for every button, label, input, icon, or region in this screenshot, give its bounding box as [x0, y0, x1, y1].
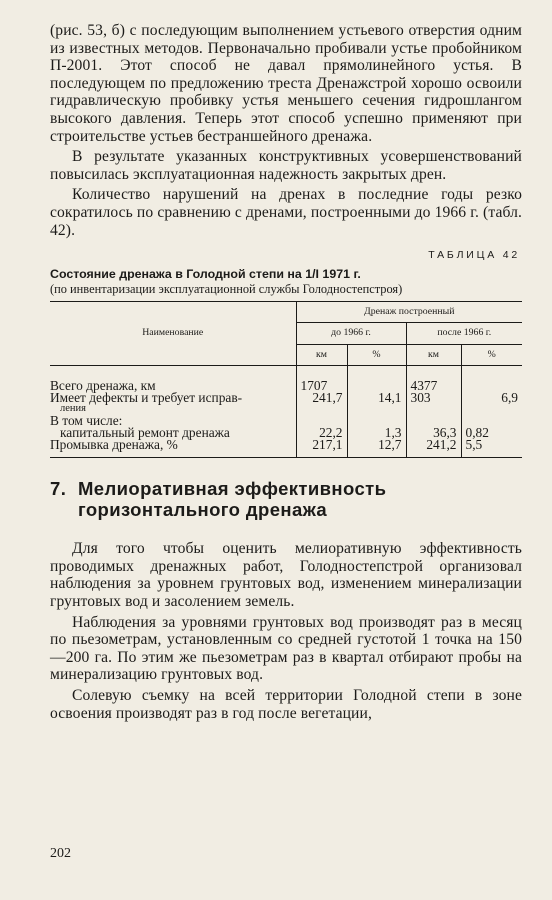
header-km: км: [406, 344, 461, 365]
row-name: капитальный ремонт дренажа: [60, 424, 230, 440]
section-heading: [50, 478, 522, 520]
paragraph: В результате указанных конструктивных усовершенствований повысилась эксплуатационная надежность закрытых дрен.: [50, 148, 522, 183]
top-text: [50, 22, 522, 239]
section-title-line2: горизонтального дренажа: [78, 499, 328, 521]
cell-before-pct: 14,1: [347, 392, 406, 415]
cell-after-km: 241,2: [406, 439, 461, 458]
bottom-text: [50, 540, 522, 722]
table-row: [50, 392, 522, 415]
cell-before-km: 22,2: [296, 427, 347, 439]
cell-before-pct: [347, 365, 406, 392]
cell-after-km: 36,3: [406, 427, 461, 439]
cell-after-pct: 0,82: [461, 427, 522, 439]
header-pct: %: [347, 344, 406, 365]
cell-before-km: 1707: [296, 365, 347, 392]
table-row: [50, 365, 522, 392]
paragraph: Солевую съемку на всей территории Голодной степи в зоне освоения производят раз в год после вегетации,: [50, 687, 522, 722]
table-subtitle: (по инвентаризации эксплуатационной службы Голодностепстроя): [50, 282, 403, 297]
cell-before-pct: 12,7: [347, 439, 406, 458]
table-row: [50, 439, 522, 458]
row-name-cell: [50, 389, 296, 415]
row-name: Имеет дефекты и требует исправ-: [50, 389, 243, 405]
table-label: ТАБЛИЦА 42: [428, 249, 520, 262]
cell-after-pct: [461, 365, 522, 392]
header-group: Дренаж построенный: [296, 302, 522, 323]
cell-after-km: 303: [406, 392, 461, 415]
cell-before-km: 217,1: [296, 439, 347, 458]
row-name: В том числе:: [50, 412, 123, 428]
paragraph: Наблюдения за уровнями грунтовых вод производят раз в месяц по пьезометрам, установленным со средней густотой 1 точка на 150—200 га. По этим же пьезометрам раз в квартал отбирают пробы на минерализацию грунтовых вод.: [50, 613, 522, 684]
header-after-1966: после 1966 г.: [406, 323, 522, 344]
row-name: Всего дренажа, км: [50, 377, 156, 393]
cell-after-pct: 6,9: [461, 392, 522, 415]
cell-after-km: 4377: [406, 365, 461, 392]
paragraph: Количество нарушений на дренах в последние годы резко сократилось по сравнению с дренами, построенными до 1966 г. (табл. 42).: [50, 186, 522, 239]
paragraph: Для того чтобы оценить мелиоративную эффективность проводимых дренажных работ, Голодностепстрой организовал наблюдения за уровнем грунтовых вод, изменением минерализации грунтовых вод и засолением земель.: [50, 540, 522, 611]
row-name-continuation: ления: [60, 403, 86, 415]
drainage-table: [50, 301, 522, 458]
paragraph: (рис. 53, б) с последующим выполнением устьевого отверстия одним из известных методов. Первоначально пробивали устье пробойником П-2001. Этот способ не давал прямолинейного устья. В последующем по предложению треста Дренажстрой хорошо освоили гидравлическую пробивку устья меньшего сечения гидрошлангом высокого давления. Теперь этот способ успешно применяют при строительстве устьев бестраншейного дренажа.: [50, 22, 522, 145]
header-name: Наименование: [50, 302, 296, 366]
cell-before-km: 241,7: [296, 392, 347, 415]
cell-after-pct: 5,5: [461, 439, 522, 458]
header-km: км: [296, 344, 347, 365]
header-pct: %: [461, 344, 522, 365]
page-number: 202: [50, 846, 71, 861]
cell-before-pct: 1,3: [347, 427, 406, 439]
section-number: 7.: [50, 478, 67, 500]
table-title: Состояние дренажа в Голодной степи на 1/I 1971 г.: [50, 267, 361, 282]
row-name: Промывка дренажа, %: [50, 437, 178, 453]
section-title-line1: Мелиоративная эффективность: [78, 478, 387, 500]
header-before-1966: до 1966 г.: [296, 323, 406, 344]
